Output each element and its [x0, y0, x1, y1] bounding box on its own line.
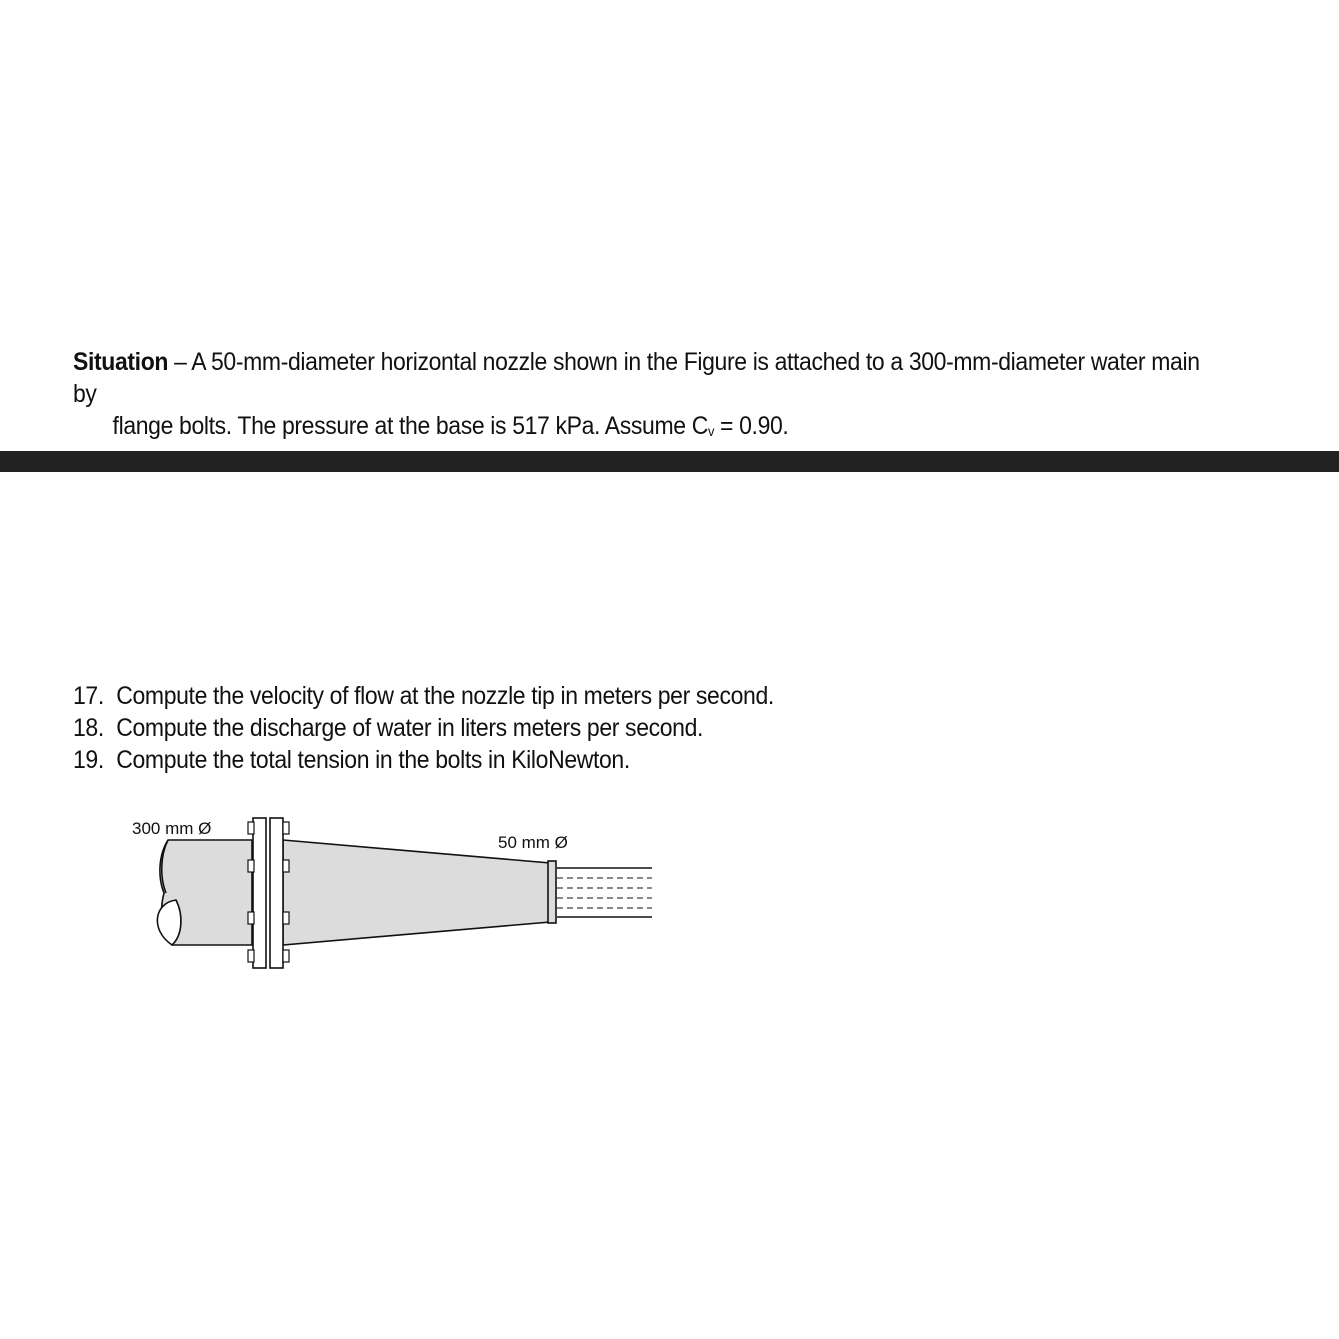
situation-text-2a: flange bolts. The pressure at the base is 517 kPa. Assume C: [112, 412, 708, 440]
nozzle-tip-ring: [548, 861, 556, 923]
question-list: [73, 680, 774, 776]
nozzle-cone: [283, 840, 550, 945]
question-19: [73, 744, 774, 776]
tip-diameter-label: 50 mm Ø: [498, 833, 568, 852]
question-number: 17.: [73, 682, 104, 710]
situation-text-2b: = 0.90.: [714, 412, 789, 440]
question-number: 18.: [73, 714, 104, 742]
divider-bar: [0, 451, 1339, 472]
situation-lead: Situation: [73, 348, 169, 376]
cv-subscript: v: [707, 423, 715, 439]
question-17: [73, 680, 774, 712]
question-18: [73, 712, 774, 744]
situation-text-1: – A 50-mm-diameter horizontal nozzle shown in the Figure is attached to a 300-mm-diameter water main by: [73, 348, 1200, 408]
water-jet: [557, 868, 652, 917]
nozzle-flange: [270, 818, 283, 968]
question-text: Compute the velocity of flow at the nozzle tip in meters per second.: [116, 682, 774, 710]
nozzle-figure: [120, 808, 680, 978]
question-number: 19.: [73, 746, 104, 774]
question-text: Compute the discharge of water in liters meters per second.: [116, 714, 704, 742]
situation-line-1: [73, 348, 1200, 408]
question-text: Compute the total tension in the bolts in KiloNewton.: [116, 746, 630, 774]
situation-paragraph: [73, 346, 1205, 447]
pipe-break-mark: [157, 900, 181, 945]
main-diameter-label: 300 mm Ø: [132, 819, 212, 838]
pipe-flange: [253, 818, 266, 968]
situation-line-2: [73, 410, 1205, 447]
